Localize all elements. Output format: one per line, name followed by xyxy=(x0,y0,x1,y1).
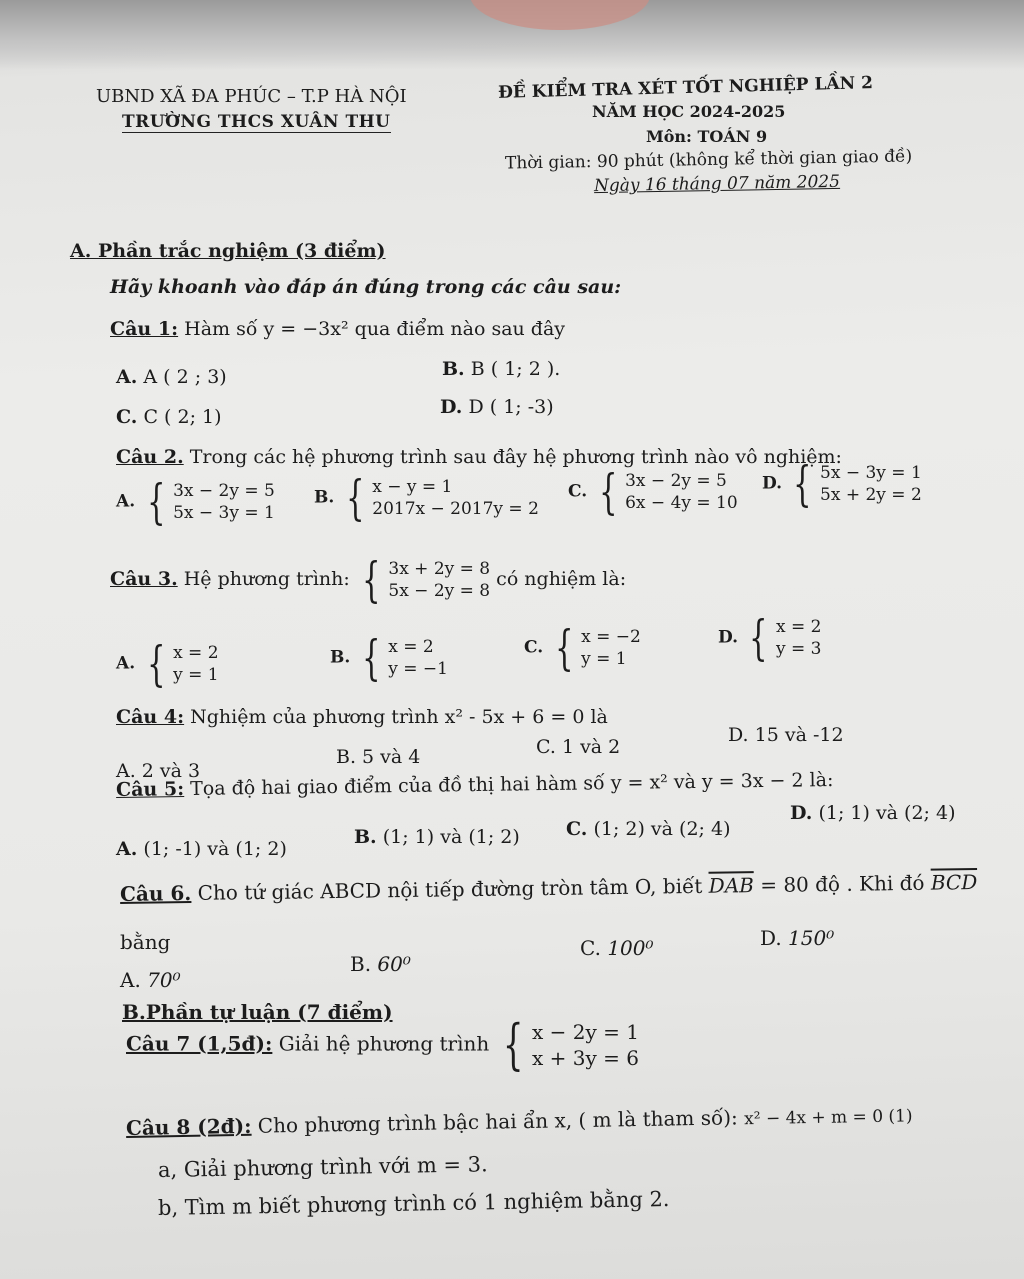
header-school: TRƯỜNG THCS XUÂN THU xyxy=(122,112,391,132)
header-duration: Thời gian: 90 phút (không kể thời gian giao đề) xyxy=(504,146,913,174)
q2-option-b[interactable]: B. { x − y = 1 2017x − 2017y = 2 xyxy=(314,470,539,526)
question-7: Câu 7 (1,5đ): Giải hệ phương trình { x − 2y = 1 x + 3y = 6 xyxy=(126,1013,639,1076)
q8-label: Câu 8 (2đ): xyxy=(125,1113,252,1140)
question-6 xyxy=(120,870,978,906)
q1-label: Câu 1: xyxy=(110,318,179,340)
q2-text: Trong các hệ phương trình sau đây hệ phương trình nào vô nghiệm: xyxy=(183,446,842,468)
header-left-line1: UBND XÃ ĐA PHÚC – T.P HÀ NỘI xyxy=(96,86,407,107)
q2-label: Câu 2. xyxy=(116,446,184,468)
q6-option-b[interactable]: B. 60⁰ xyxy=(350,952,411,976)
part-a-title: A. Phần trắc nghiệm (3 điểm) xyxy=(70,240,386,262)
header-school-year: NĂM HỌC 2024-2025 xyxy=(592,102,786,121)
q5-option-b[interactable]: B. (1; 1) và (1; 2) xyxy=(354,826,520,848)
q3-option-b[interactable]: B. { x = 2 y = −1 xyxy=(330,630,448,686)
question-5 xyxy=(116,769,834,801)
q6-option-c[interactable]: C. 100⁰ xyxy=(580,936,654,960)
q7-text: Giải hệ phương trình xyxy=(272,1031,490,1056)
q3-option-c[interactable]: C. { x = −2 y = 1 xyxy=(524,620,641,676)
q5-label: Câu 5: xyxy=(115,778,185,802)
q5-option-d[interactable]: D. (1; 1) và (2; 4) xyxy=(790,802,956,824)
header-exam-title: ĐỀ KIỂM TRA XÉT TỐT NGHIỆP LẦN 2 xyxy=(497,73,874,103)
part-a-instruction: Hãy khoanh vào đáp án đúng trong các câu sau: xyxy=(110,276,622,298)
q8-text: Cho phương trình bậc hai ẩn x, ( m là tham số): xyxy=(251,1105,738,1138)
header-date: Ngày 16 tháng 07 năm 2025 xyxy=(593,171,841,197)
q5-option-a[interactable]: A. (1; -1) và (1; 2) xyxy=(116,838,287,860)
q7-label: Câu 7 (1,5đ): xyxy=(126,1031,273,1056)
q3-text-before: Hệ phương trình: xyxy=(177,568,350,590)
q4-option-c[interactable]: C. 1 và 2 xyxy=(536,736,621,758)
q1-text-after: qua điểm nào sau đây xyxy=(354,318,566,340)
q6-option-a[interactable]: A. 70⁰ xyxy=(120,968,181,992)
q4-text: Nghiệm của phương trình xyxy=(184,706,439,728)
q3-text-after: có nghiệm là: xyxy=(496,568,627,590)
q3-option-a[interactable]: A. { x = 2 y = 1 xyxy=(116,636,219,692)
q7-eq2: x + 3y = 6 xyxy=(531,1046,639,1070)
q6-text: Cho tứ giác ABCD nội tiếp đường tròn tâm O, biết xyxy=(191,873,703,905)
q1-text-before: Hàm số xyxy=(184,318,258,340)
q6-mid: = 80 độ . Khi đó xyxy=(753,870,932,898)
q5-formula: y = x² và y = 3x − 2 là: xyxy=(610,768,834,795)
q2-option-c[interactable]: C. { 3x − 2y = 5 6x − 4y = 10 xyxy=(568,464,738,520)
q6-arc-bcd: $\overline{BCD}$ xyxy=(930,870,978,895)
q8-formula: x² − 4x + m = 0 (1) xyxy=(744,1106,913,1130)
part-b-title: B.Phần tự luận (7 điểm) xyxy=(122,1000,393,1024)
q8-part-b: b, Tìm m biết phương trình có 1 nghiệm bằng 2. xyxy=(157,1187,670,1220)
q4-formula: x² - 5x + 6 = 0 là xyxy=(444,706,608,728)
q3-label: Câu 3. xyxy=(110,568,178,590)
q2-option-a[interactable]: A. { 3x − 2y = 5 5x − 3y = 1 xyxy=(116,474,275,530)
q4-option-d[interactable]: D. 15 và -12 xyxy=(728,724,844,746)
q5-option-c[interactable]: C. (1; 2) và (2; 4) xyxy=(566,818,731,840)
q4-option-b[interactable]: B. 5 và 4 xyxy=(336,746,421,768)
question-1 xyxy=(110,318,565,340)
question-8 xyxy=(126,1102,913,1140)
q8-part-a: a, Giải phương trình với m = 3. xyxy=(157,1152,488,1182)
q2-option-d[interactable]: D. { 5x − 3y = 1 5x + 2y = 2 xyxy=(762,456,922,512)
q1-option-b[interactable]: B. B ( 1; 2 ). xyxy=(442,358,561,380)
q4-label: Câu 4: xyxy=(116,706,185,728)
question-3: Câu 3. Hệ phương trình: { 3x + 2y = 8 5x − 2y = 8 có nghiệm là: xyxy=(110,552,627,608)
q1-formula: y = −3x² xyxy=(263,318,349,340)
question-2 xyxy=(116,446,842,468)
header-subject: Môn: TOÁN 9 xyxy=(646,127,768,146)
q6-continuation: bằng xyxy=(120,930,171,954)
q3-option-d[interactable]: D. { x = 2 y = 3 xyxy=(718,610,822,666)
q1-option-c[interactable]: C. C ( 2; 1) xyxy=(116,406,222,428)
q6-label: Câu 6. xyxy=(119,880,192,906)
q6-arc-dab: $\overline{DAB}$ xyxy=(708,873,755,898)
q1-option-a[interactable]: A. A ( 2 ; 3) xyxy=(116,366,227,388)
question-4 xyxy=(116,706,608,728)
q4-option-a[interactable]: A. 2 và 3 xyxy=(116,760,201,782)
q1-option-d[interactable]: D. D ( 1; -3) xyxy=(440,396,554,418)
q5-text: Tọa độ hai giao điểm của đồ thị hai hàm số xyxy=(183,772,605,801)
q6-option-d[interactable]: D. 150⁰ xyxy=(760,926,835,950)
q7-eq1: x − 2y = 1 xyxy=(531,1020,639,1044)
